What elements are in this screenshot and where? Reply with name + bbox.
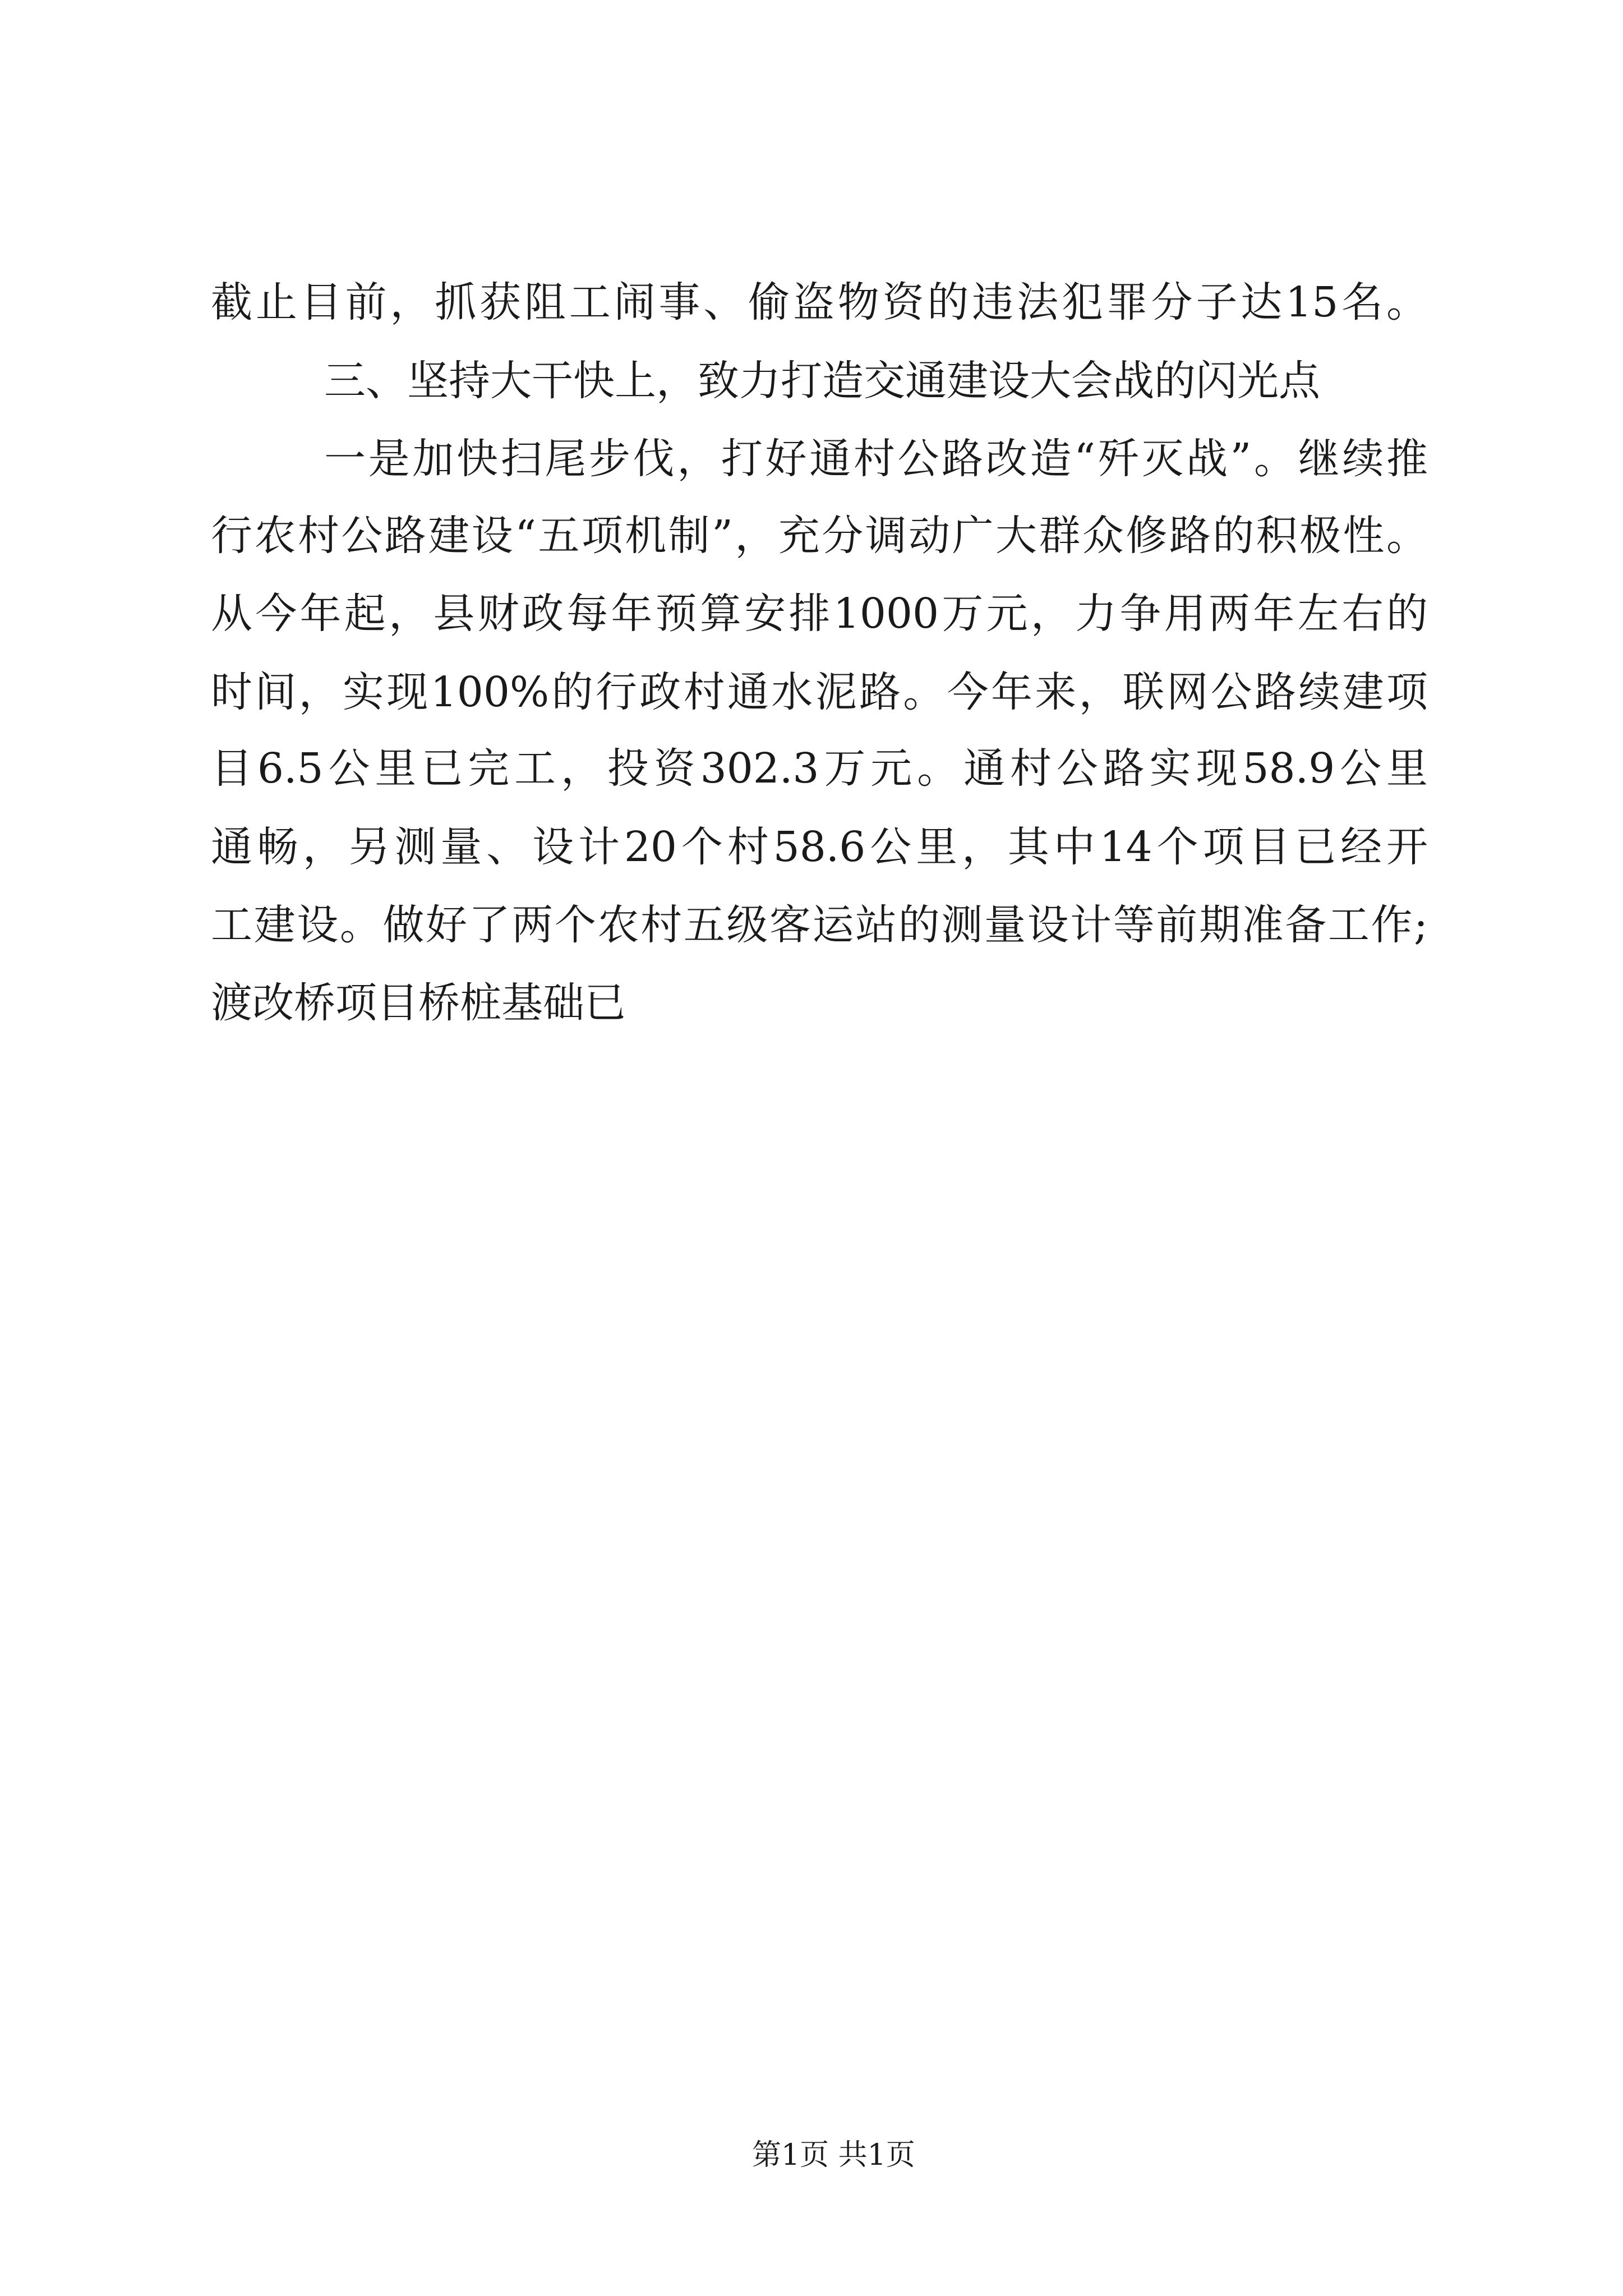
body-text-line: 工建设。做好了两个农村五级客运站的测量设计等前期准备工作;: [211, 901, 1428, 949]
body-text-line: 目6.5公里已完工，投资302.3万元。通村公路实现58.9公里: [211, 744, 1428, 793]
body-text-line: 截止目前，抓获阻工闹事、偷盗物资的违法犯罪分子达15名。: [211, 278, 1428, 326]
body-text-line: 时间，实现100%的行政村通水泥路。今年来，联网公路续建项: [211, 668, 1428, 716]
body-text-line: 行农村公路建设“五项机制”，充分调动广大群众修路的积极性。: [211, 512, 1428, 560]
body-text-line: 渡改桥项目桥桩基础已: [211, 979, 626, 1027]
body-text-line: 通畅，另测量、设计20个村58.6公里，其中14个项目已经开: [211, 823, 1428, 871]
page-number-footer: 第1页 共1页: [752, 2138, 915, 2172]
section-heading: 三、坚持大干快上，致力打造交通建设大会战的闪光点: [324, 357, 1320, 405]
body-text-line: 从今年起，县财政每年预算安排1000万元，力争用两年左右的: [211, 590, 1428, 638]
body-text-line: 一是加快扫尾步伐，打好通村公路改造“歼灭战”。继续推: [324, 435, 1428, 483]
